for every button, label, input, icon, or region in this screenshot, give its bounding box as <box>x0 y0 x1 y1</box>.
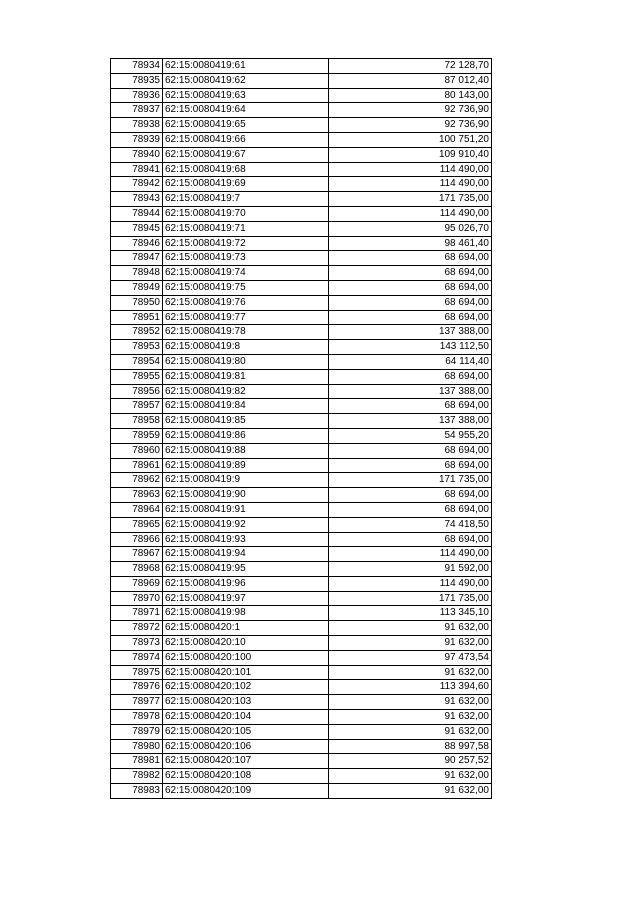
row-number-cell: 78952 <box>111 325 163 340</box>
cadastral-number-cell: 62:15:0080419:65 <box>163 118 329 133</box>
table-row <box>111 695 492 710</box>
cadastral-value-cell: 143 112,50 <box>329 340 492 355</box>
cadastral-number-cell: 62:15:0080420:108 <box>163 769 329 784</box>
cadastral-value-cell: 54 955,20 <box>329 428 492 443</box>
table-row <box>111 562 492 577</box>
table-row <box>111 650 492 665</box>
table-body <box>111 59 492 799</box>
cadastral-value-cell: 137 388,00 <box>329 414 492 429</box>
table-row <box>111 147 492 162</box>
row-number-cell: 78977 <box>111 695 163 710</box>
cadastral-number-cell: 62:15:0080419:94 <box>163 547 329 562</box>
row-number-cell: 78937 <box>111 103 163 118</box>
row-number-cell: 78950 <box>111 295 163 310</box>
table-row <box>111 88 492 103</box>
cadastral-value-cell: 74 418,50 <box>329 517 492 532</box>
table-row <box>111 325 492 340</box>
table-row <box>111 591 492 606</box>
cadastral-number-cell: 62:15:0080419:84 <box>163 399 329 414</box>
cadastral-number-cell: 62:15:0080420:106 <box>163 739 329 754</box>
row-number-cell: 78969 <box>111 576 163 591</box>
table-row <box>111 384 492 399</box>
row-number-cell: 78948 <box>111 266 163 281</box>
table-row <box>111 502 492 517</box>
cadastral-number-cell: 62:15:0080419:72 <box>163 236 329 251</box>
cadastral-number-cell: 62:15:0080419:68 <box>163 162 329 177</box>
cadastral-number-cell: 62:15:0080420:102 <box>163 680 329 695</box>
table-row <box>111 739 492 754</box>
cadastral-value-cell: 68 694,00 <box>329 488 492 503</box>
table-row <box>111 295 492 310</box>
cadastral-number-cell: 62:15:0080419:71 <box>163 221 329 236</box>
row-number-cell: 78960 <box>111 443 163 458</box>
row-number-cell: 78979 <box>111 724 163 739</box>
cadastral-value-cell: 68 694,00 <box>329 266 492 281</box>
table-row <box>111 369 492 384</box>
cadastral-number-cell: 62:15:0080419:92 <box>163 517 329 532</box>
cadastral-value-cell: 88 997,58 <box>329 739 492 754</box>
cadastral-number-cell: 62:15:0080419:75 <box>163 280 329 295</box>
cadastral-value-cell: 64 114,40 <box>329 354 492 369</box>
table-row <box>111 576 492 591</box>
row-number-cell: 78958 <box>111 414 163 429</box>
row-number-cell: 78971 <box>111 606 163 621</box>
cadastral-number-cell: 62:15:0080420:10 <box>163 636 329 651</box>
cadastral-value-cell: 114 490,00 <box>329 547 492 562</box>
cadastral-number-cell: 62:15:0080420:105 <box>163 724 329 739</box>
table-row <box>111 443 492 458</box>
cadastral-number-cell: 62:15:0080419:70 <box>163 206 329 221</box>
row-number-cell: 78959 <box>111 428 163 443</box>
cadastral-number-cell: 62:15:0080419:98 <box>163 606 329 621</box>
cadastral-number-cell: 62:15:0080419:93 <box>163 532 329 547</box>
cadastral-value-cell: 80 143,00 <box>329 88 492 103</box>
cadastral-value-cell: 68 694,00 <box>329 458 492 473</box>
row-number-cell: 78947 <box>111 251 163 266</box>
cadastral-value-cell: 68 694,00 <box>329 532 492 547</box>
cadastral-value-cell: 92 736,90 <box>329 103 492 118</box>
cadastral-number-cell: 62:15:0080419:81 <box>163 369 329 384</box>
cadastral-value-cell: 72 128,70 <box>329 59 492 74</box>
row-number-cell: 78972 <box>111 621 163 636</box>
table-row <box>111 132 492 147</box>
cadastral-value-cell: 68 694,00 <box>329 295 492 310</box>
cadastral-value-cell: 109 910,40 <box>329 147 492 162</box>
table-row <box>111 724 492 739</box>
row-number-cell: 78983 <box>111 784 163 799</box>
cadastral-value-cell: 137 388,00 <box>329 384 492 399</box>
row-number-cell: 78975 <box>111 665 163 680</box>
cadastral-number-cell: 62:15:0080419:85 <box>163 414 329 429</box>
cadastral-value-table <box>110 58 492 799</box>
row-number-cell: 78973 <box>111 636 163 651</box>
cadastral-number-cell: 62:15:0080420:109 <box>163 784 329 799</box>
table-row <box>111 680 492 695</box>
table-row <box>111 73 492 88</box>
row-number-cell: 78940 <box>111 147 163 162</box>
cadastral-number-cell: 62:15:0080419:62 <box>163 73 329 88</box>
row-number-cell: 78945 <box>111 221 163 236</box>
row-number-cell: 78938 <box>111 118 163 133</box>
row-number-cell: 78965 <box>111 517 163 532</box>
row-number-cell: 78970 <box>111 591 163 606</box>
cadastral-number-cell: 62:15:0080419:67 <box>163 147 329 162</box>
table-row <box>111 517 492 532</box>
table-row <box>111 532 492 547</box>
row-number-cell: 78966 <box>111 532 163 547</box>
cadastral-value-cell: 113 394,60 <box>329 680 492 695</box>
cadastral-number-cell: 62:15:0080419:61 <box>163 59 329 74</box>
row-number-cell: 78955 <box>111 369 163 384</box>
row-number-cell: 78974 <box>111 650 163 665</box>
table-row <box>111 399 492 414</box>
cadastral-value-cell: 68 694,00 <box>329 251 492 266</box>
table-row <box>111 266 492 281</box>
cadastral-number-cell: 62:15:0080419:74 <box>163 266 329 281</box>
row-number-cell: 78934 <box>111 59 163 74</box>
row-number-cell: 78961 <box>111 458 163 473</box>
row-number-cell: 78935 <box>111 73 163 88</box>
row-number-cell: 78939 <box>111 132 163 147</box>
cadastral-number-cell: 62:15:0080420:100 <box>163 650 329 665</box>
table-row <box>111 236 492 251</box>
table-row <box>111 59 492 74</box>
cadastral-number-cell: 62:15:0080420:1 <box>163 621 329 636</box>
cadastral-number-cell: 62:15:0080419:86 <box>163 428 329 443</box>
cadastral-value-cell: 171 735,00 <box>329 192 492 207</box>
table-row <box>111 162 492 177</box>
cadastral-number-cell: 62:15:0080420:107 <box>163 754 329 769</box>
cadastral-value-cell: 68 694,00 <box>329 369 492 384</box>
cadastral-number-cell: 62:15:0080419:90 <box>163 488 329 503</box>
table-row <box>111 414 492 429</box>
cadastral-value-cell: 171 735,00 <box>329 473 492 488</box>
cadastral-value-cell: 68 694,00 <box>329 443 492 458</box>
table-row <box>111 118 492 133</box>
cadastral-value-cell: 68 694,00 <box>329 280 492 295</box>
row-number-cell: 78968 <box>111 562 163 577</box>
table-row <box>111 636 492 651</box>
cadastral-number-cell: 62:15:0080419:69 <box>163 177 329 192</box>
cadastral-number-cell: 62:15:0080419:96 <box>163 576 329 591</box>
cadastral-value-cell: 137 388,00 <box>329 325 492 340</box>
row-number-cell: 78976 <box>111 680 163 695</box>
row-number-cell: 78953 <box>111 340 163 355</box>
cadastral-value-cell: 91 632,00 <box>329 724 492 739</box>
table-row <box>111 280 492 295</box>
row-number-cell: 78944 <box>111 206 163 221</box>
cadastral-number-cell: 62:15:0080419:63 <box>163 88 329 103</box>
row-number-cell: 78949 <box>111 280 163 295</box>
cadastral-number-cell: 62:15:0080419:8 <box>163 340 329 355</box>
table-row <box>111 621 492 636</box>
table-row <box>111 192 492 207</box>
cadastral-value-cell: 91 632,00 <box>329 636 492 651</box>
cadastral-number-cell: 62:15:0080420:101 <box>163 665 329 680</box>
cadastral-number-cell: 62:15:0080419:88 <box>163 443 329 458</box>
cadastral-number-cell: 62:15:0080419:77 <box>163 310 329 325</box>
cadastral-number-cell: 62:15:0080419:78 <box>163 325 329 340</box>
row-number-cell: 78980 <box>111 739 163 754</box>
table-row <box>111 769 492 784</box>
table-row <box>111 488 492 503</box>
cadastral-value-cell: 100 751,20 <box>329 132 492 147</box>
table-row <box>111 354 492 369</box>
cadastral-value-cell: 87 012,40 <box>329 73 492 88</box>
cadastral-value-cell: 68 694,00 <box>329 502 492 517</box>
cadastral-value-cell: 91 632,00 <box>329 695 492 710</box>
table-row <box>111 547 492 562</box>
table-row <box>111 103 492 118</box>
row-number-cell: 78981 <box>111 754 163 769</box>
row-number-cell: 78963 <box>111 488 163 503</box>
cadastral-value-cell: 114 490,00 <box>329 162 492 177</box>
table-row <box>111 177 492 192</box>
table-row <box>111 428 492 443</box>
table-row <box>111 310 492 325</box>
row-number-cell: 78954 <box>111 354 163 369</box>
row-number-cell: 78978 <box>111 710 163 725</box>
table-row <box>111 606 492 621</box>
row-number-cell: 78946 <box>111 236 163 251</box>
table-row <box>111 784 492 799</box>
table-row <box>111 754 492 769</box>
cadastral-value-cell: 68 694,00 <box>329 399 492 414</box>
table-row <box>111 665 492 680</box>
row-number-cell: 78951 <box>111 310 163 325</box>
cadastral-number-cell: 62:15:0080419:91 <box>163 502 329 517</box>
cadastral-number-cell: 62:15:0080419:95 <box>163 562 329 577</box>
row-number-cell: 78956 <box>111 384 163 399</box>
cadastral-value-cell: 114 490,00 <box>329 576 492 591</box>
table-row <box>111 206 492 221</box>
cadastral-value-cell: 91 592,00 <box>329 562 492 577</box>
cadastral-number-cell: 62:15:0080419:97 <box>163 591 329 606</box>
cadastral-number-cell: 62:15:0080419:82 <box>163 384 329 399</box>
cadastral-value-cell: 92 736,90 <box>329 118 492 133</box>
row-number-cell: 78943 <box>111 192 163 207</box>
cadastral-value-cell: 171 735,00 <box>329 591 492 606</box>
cadastral-value-cell: 91 632,00 <box>329 769 492 784</box>
cadastral-number-cell: 62:15:0080419:9 <box>163 473 329 488</box>
table-row <box>111 473 492 488</box>
row-number-cell: 78982 <box>111 769 163 784</box>
cadastral-value-cell: 95 026,70 <box>329 221 492 236</box>
cadastral-number-cell: 62:15:0080419:89 <box>163 458 329 473</box>
cadastral-value-cell: 91 632,00 <box>329 784 492 799</box>
cadastral-value-cell: 114 490,00 <box>329 177 492 192</box>
table-row <box>111 251 492 266</box>
cadastral-number-cell: 62:15:0080419:7 <box>163 192 329 207</box>
row-number-cell: 78967 <box>111 547 163 562</box>
row-number-cell: 78964 <box>111 502 163 517</box>
cadastral-value-cell: 98 461,40 <box>329 236 492 251</box>
cadastral-value-cell: 91 632,00 <box>329 710 492 725</box>
cadastral-value-cell: 68 694,00 <box>329 310 492 325</box>
cadastral-number-cell: 62:15:0080420:103 <box>163 695 329 710</box>
row-number-cell: 78941 <box>111 162 163 177</box>
table-row <box>111 221 492 236</box>
row-number-cell: 78957 <box>111 399 163 414</box>
cadastral-number-cell: 62:15:0080420:104 <box>163 710 329 725</box>
cadastral-value-cell: 91 632,00 <box>329 621 492 636</box>
cadastral-number-cell: 62:15:0080419:64 <box>163 103 329 118</box>
cadastral-number-cell: 62:15:0080419:66 <box>163 132 329 147</box>
row-number-cell: 78942 <box>111 177 163 192</box>
row-number-cell: 78936 <box>111 88 163 103</box>
cadastral-number-cell: 62:15:0080419:76 <box>163 295 329 310</box>
cadastral-value-cell: 90 257,52 <box>329 754 492 769</box>
row-number-cell: 78962 <box>111 473 163 488</box>
cadastral-number-cell: 62:15:0080419:80 <box>163 354 329 369</box>
table-row <box>111 710 492 725</box>
cadastral-value-cell: 97 473,54 <box>329 650 492 665</box>
table-row <box>111 458 492 473</box>
cadastral-value-cell: 91 632,00 <box>329 665 492 680</box>
cadastral-value-cell: 113 345,10 <box>329 606 492 621</box>
cadastral-value-cell: 114 490,00 <box>329 206 492 221</box>
table-row <box>111 340 492 355</box>
cadastral-number-cell: 62:15:0080419:73 <box>163 251 329 266</box>
